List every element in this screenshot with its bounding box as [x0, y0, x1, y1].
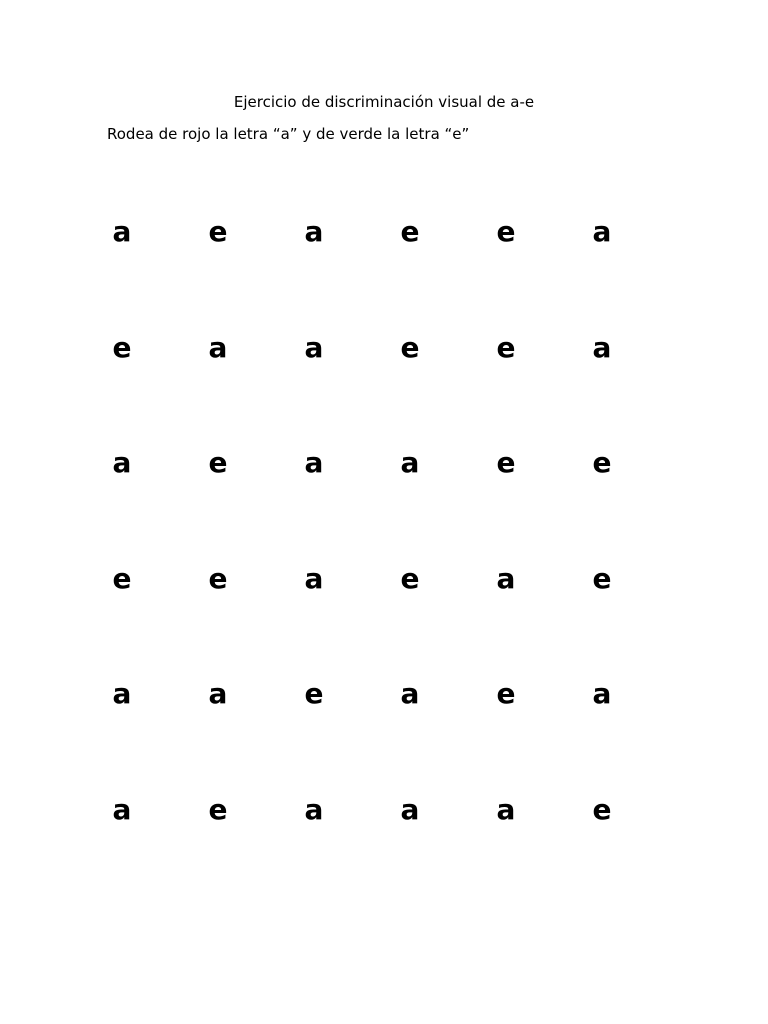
- letter-cell-r5-c2[interactable]: a: [208, 677, 228, 710]
- letter-cell-r2-c6[interactable]: a: [592, 330, 612, 364]
- letter-cell-r3-c2[interactable]: e: [208, 446, 228, 479]
- letter-cell-r4-c3[interactable]: a: [304, 561, 324, 595]
- letter-cell-r4-c5[interactable]: a: [496, 561, 516, 595]
- letter-cell-r4-c4[interactable]: e: [400, 561, 420, 595]
- letter-cell-r1-c3[interactable]: a: [304, 215, 324, 248]
- letter-cell-r2-c1[interactable]: e: [112, 330, 132, 364]
- letter-cell-r6-c6[interactable]: e: [592, 792, 612, 826]
- letter-cell-r3-c1[interactable]: a: [112, 446, 132, 479]
- letter-cell-r5-c3[interactable]: e: [304, 677, 324, 710]
- letter-cell-r1-c6[interactable]: a: [592, 215, 612, 248]
- letter-cell-r1-c2[interactable]: e: [208, 215, 228, 248]
- letter-cell-r3-c5[interactable]: e: [496, 446, 516, 479]
- worksheet-title: Ejercicio de discriminación visual de a-e: [233, 93, 535, 111]
- letter-cell-r6-c5[interactable]: a: [496, 792, 516, 826]
- letter-cell-r6-c2[interactable]: e: [208, 792, 228, 826]
- letter-cell-r4-c6[interactable]: e: [592, 561, 612, 595]
- letter-cell-r4-c2[interactable]: e: [208, 561, 228, 595]
- letter-cell-r3-c3[interactable]: a: [304, 446, 324, 479]
- worksheet-instruction: Rodea de rojo la letra “a” y de verde la letra “e”: [107, 125, 470, 143]
- letter-cell-r6-c4[interactable]: a: [400, 792, 420, 826]
- letter-cell-r6-c3[interactable]: a: [304, 792, 324, 826]
- letter-cell-r5-c5[interactable]: e: [496, 677, 516, 710]
- letter-cell-r2-c2[interactable]: a: [208, 330, 228, 364]
- letter-cell-r5-c6[interactable]: a: [592, 677, 612, 710]
- letter-cell-r4-c1[interactable]: e: [112, 561, 132, 595]
- letter-cell-r1-c4[interactable]: e: [400, 215, 420, 248]
- letter-cell-r3-c6[interactable]: e: [592, 446, 612, 479]
- letter-cell-r1-c1[interactable]: a: [112, 215, 132, 248]
- letter-cell-r3-c4[interactable]: a: [400, 446, 420, 479]
- letter-cell-r2-c5[interactable]: e: [496, 330, 516, 364]
- letter-grid: [102, 212, 678, 905]
- letter-cell-r5-c1[interactable]: a: [112, 677, 132, 710]
- letter-cell-r2-c4[interactable]: e: [400, 330, 420, 364]
- letter-cell-r2-c3[interactable]: a: [304, 330, 324, 364]
- letter-cell-r1-c5[interactable]: e: [496, 215, 516, 248]
- letter-cell-r5-c4[interactable]: a: [400, 677, 420, 710]
- letter-cell-r6-c1[interactable]: a: [112, 792, 132, 826]
